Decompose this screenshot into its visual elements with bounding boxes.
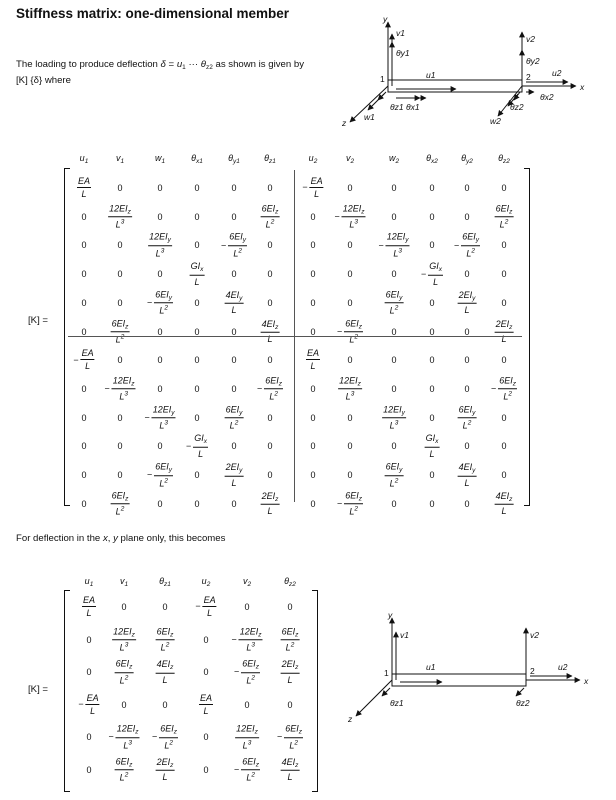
label-node2: 2 bbox=[526, 72, 531, 82]
label-w2: w2 bbox=[490, 116, 501, 126]
m12-cell-r10-c2: − $\frac{6EI_y}{L^2}$ bbox=[146, 461, 173, 488]
m6-cell-r3-c1: 0 bbox=[121, 699, 127, 710]
m12-cell-r8-c8: $\frac{12EI_y}{L^3}$ bbox=[383, 403, 405, 431]
m12-cell-r0-c11: 0 bbox=[501, 183, 507, 193]
m12-cell-r11-c0: 0 bbox=[81, 498, 87, 509]
m12-cell-r2-c8: − $\frac{12EI_y}{L^3}$ bbox=[378, 231, 409, 259]
m12-cell-r1-c5: $\frac{6EI_z}{L^2}$ bbox=[261, 202, 279, 230]
m12-cell-r6-c7: 0 bbox=[347, 355, 353, 366]
m12-cell-r10-c3: 0 bbox=[194, 470, 200, 480]
label-thz2: θz2 bbox=[510, 102, 524, 112]
m12-cell-r8-c9: 0 bbox=[429, 412, 435, 423]
m12-cell-r9-c7: 0 bbox=[347, 441, 353, 452]
m12-cell-r1-c7: − $\frac{12EI_z}{L^3}$ bbox=[334, 202, 365, 230]
m12-cell-r1-c6: 0 bbox=[310, 211, 316, 222]
m12-cell-r10-c10: $\frac{4EI_y}{L}$ bbox=[458, 461, 476, 488]
m12-cell-r7-c10: 0 bbox=[464, 383, 470, 394]
m12-cell-r6-c5: 0 bbox=[267, 355, 273, 366]
m12-cell-r11-c7: − $\frac{6EI_z}{L^2}$ bbox=[336, 489, 363, 517]
m12-cell-r0-c8: 0 bbox=[391, 183, 397, 193]
label-thz1: θz1 bbox=[390, 102, 404, 112]
label-v2: v2 bbox=[530, 630, 539, 640]
m12-cell-r7-c9: 0 bbox=[429, 383, 435, 394]
label-u2: u2 bbox=[558, 662, 568, 672]
m12-cell-r3-c4: 0 bbox=[231, 269, 237, 280]
m6-cell-r1-c0: 0 bbox=[86, 634, 92, 645]
m12-cell-r5-c11: $\frac{2EI_z}{L}$ bbox=[495, 318, 513, 344]
m12-cell-r9-c1: 0 bbox=[117, 441, 123, 452]
m12-cell-r11-c5: $\frac{2EI_z}{L}$ bbox=[261, 490, 279, 516]
intro-text: The loading to produce deflection $\delta = u_1$ ··· $\theta_{z2}$ as shown is given by [K] {δ} where bbox=[16, 59, 304, 86]
m6-cell-r1-c3: 0 bbox=[203, 634, 209, 645]
m6-cell-r4-c0: 0 bbox=[86, 732, 92, 742]
m12-cell-r1-c9: 0 bbox=[429, 211, 435, 222]
m12-cell-r9-c9: $\frac{GI_x}{L}$ bbox=[425, 433, 439, 459]
m6-cell-r3-c5: 0 bbox=[287, 699, 293, 710]
m6-cell-r4-c1: − $\frac{12EI_z}{L^3}$ bbox=[108, 723, 139, 750]
m12-cell-r6-c3: 0 bbox=[194, 355, 200, 366]
m12-cell-r4-c0: 0 bbox=[81, 297, 87, 308]
m12-cell-r6-c11: 0 bbox=[501, 355, 507, 366]
m12-cell-r4-c4: $\frac{4EI_y}{L}$ bbox=[225, 289, 243, 316]
m12-cell-r3-c0: 0 bbox=[81, 269, 87, 280]
m6-cell-r2-c4: − $\frac{6EI_z}{L^2}$ bbox=[233, 658, 260, 685]
m6-cell-r4-c3: 0 bbox=[203, 732, 209, 742]
m12-cell-r7-c2: 0 bbox=[157, 383, 163, 394]
m12-cell-r0-c1: 0 bbox=[117, 183, 123, 193]
m12-cell-r4-c11: 0 bbox=[501, 297, 507, 308]
m12-cell-r9-c11: 0 bbox=[501, 441, 507, 452]
m6-cell-r1-c4: − $\frac{12EI_z}{L^3}$ bbox=[231, 625, 262, 653]
m12-header-2: $w_1$ bbox=[154, 153, 166, 165]
m12-cell-r11-c3: 0 bbox=[194, 498, 200, 509]
m12-cell-r3-c3: $\frac{GI_x}{L}$ bbox=[190, 260, 204, 287]
m6-right-bracket bbox=[312, 590, 318, 792]
m12-cell-r4-c8: $\frac{6EI_y}{L^2}$ bbox=[385, 289, 403, 316]
m6-cell-r0-c2: 0 bbox=[162, 602, 168, 612]
page-title: Stiffness matrix: one-dimensional member bbox=[16, 6, 290, 21]
m6-cell-r4-c5: − $\frac{6EI_z}{L^2}$ bbox=[276, 723, 303, 750]
m12-cell-r6-c2: 0 bbox=[157, 355, 163, 366]
m6-cell-r0-c3: − $\frac{EA}{L}$ bbox=[195, 595, 216, 618]
m12-header-10: $\theta_{y2}$ bbox=[461, 153, 473, 165]
m12-cell-r0-c4: 0 bbox=[231, 183, 237, 193]
m12-cell-r5-c2: 0 bbox=[157, 326, 163, 337]
m12-cell-r11-c6: 0 bbox=[310, 498, 316, 509]
m12-cell-r3-c7: 0 bbox=[347, 269, 353, 280]
m12-cell-r8-c5: 0 bbox=[267, 412, 273, 423]
m12-cell-r0-c7: 0 bbox=[347, 183, 353, 193]
m12-cell-r4-c3: 0 bbox=[194, 297, 200, 308]
m6-cell-r2-c3: 0 bbox=[203, 667, 209, 677]
m12-cell-r9-c8: 0 bbox=[391, 441, 397, 452]
m6-cell-r0-c4: 0 bbox=[244, 602, 250, 612]
m6-cell-r0-c5: 0 bbox=[287, 602, 293, 612]
label-thy1: θy1 bbox=[396, 48, 410, 58]
m12-cell-r5-c4: 0 bbox=[231, 326, 237, 337]
m12-cell-r5-c10: 0 bbox=[464, 326, 470, 337]
m6-cell-r2-c2: $\frac{4EI_z}{L}$ bbox=[156, 658, 174, 685]
m12-cell-r4-c1: 0 bbox=[117, 297, 123, 308]
m12-cell-r2-c5: 0 bbox=[267, 240, 273, 251]
label-thx1: θx1 bbox=[406, 102, 420, 112]
m12-cell-r1-c2: 0 bbox=[157, 211, 163, 222]
m6-cell-r5-c4: − $\frac{6EI_z}{L^2}$ bbox=[233, 755, 260, 783]
m12-cell-r7-c7: $\frac{12EI_z}{L^3}$ bbox=[339, 375, 361, 402]
m6-cell-r2-c1: $\frac{6EI_z}{L^2}$ bbox=[115, 658, 133, 685]
m12-cell-r5-c5: $\frac{4EI_z}{L}$ bbox=[261, 318, 279, 344]
m12-cell-r8-c11: 0 bbox=[501, 412, 507, 423]
m12-cell-r2-c7: 0 bbox=[347, 240, 353, 251]
m12-cell-r8-c6: 0 bbox=[310, 412, 316, 423]
m12-cell-r5-c8: 0 bbox=[391, 326, 397, 337]
m12-header-3: $\theta_{x1}$ bbox=[191, 153, 203, 165]
m12-cell-r10-c5: 0 bbox=[267, 470, 273, 480]
m6-cell-r1-c1: $\frac{12EI_z}{L^3}$ bbox=[113, 625, 135, 653]
m6-cell-r2-c0: 0 bbox=[86, 667, 92, 677]
m12-cell-r6-c9: 0 bbox=[429, 355, 435, 366]
m12-cell-r5-c6: 0 bbox=[310, 326, 316, 337]
m12-cell-r11-c4: 0 bbox=[231, 498, 237, 509]
m12-cell-r11-c9: 0 bbox=[429, 498, 435, 509]
m12-cell-r3-c11: 0 bbox=[501, 269, 507, 280]
m12-cell-r11-c8: 0 bbox=[391, 498, 397, 509]
m6-cell-r3-c3: $\frac{EA}{L}$ bbox=[199, 692, 213, 716]
m12-cell-r7-c8: 0 bbox=[391, 383, 397, 394]
label-y: y bbox=[388, 610, 393, 620]
m12-cell-r6-c6: $\frac{EA}{L}$ bbox=[306, 348, 320, 372]
m12-cell-r2-c4: − $\frac{6EI_y}{L^2}$ bbox=[220, 231, 247, 259]
m6-cell-r5-c2: $\frac{2EI_z}{L}$ bbox=[156, 756, 174, 782]
m12-cell-r8-c0: 0 bbox=[81, 412, 87, 423]
label-thz1: θz1 bbox=[390, 698, 404, 708]
m12-cell-r6-c10: 0 bbox=[464, 355, 470, 366]
member-diagram-2d bbox=[340, 608, 590, 730]
label-x: x bbox=[580, 82, 585, 92]
m12-cell-r7-c6: 0 bbox=[310, 383, 316, 394]
m12-cell-r0-c10: 0 bbox=[464, 183, 470, 193]
label-node1: 1 bbox=[384, 668, 389, 678]
label-thz2: θz2 bbox=[516, 698, 530, 708]
m12-header-5: $\theta_{z1}$ bbox=[264, 153, 276, 165]
label-u2: u2 bbox=[552, 68, 562, 78]
m12-cell-r4-c5: 0 bbox=[267, 297, 273, 308]
m12-cell-r6-c8: 0 bbox=[391, 355, 397, 366]
label-node2: 2 bbox=[530, 666, 535, 676]
middle-text: For deflection in the x, y plane only, this becomes bbox=[16, 533, 226, 544]
m12-cell-r9-c5: 0 bbox=[267, 441, 273, 452]
m12-cell-r3-c10: 0 bbox=[464, 269, 470, 280]
m12-cell-r3-c6: 0 bbox=[310, 269, 316, 280]
m12-cell-r2-c3: 0 bbox=[194, 240, 200, 251]
m12-cell-r9-c3: − $\frac{GI_x}{L}$ bbox=[185, 433, 208, 459]
m12-cell-r5-c7: − $\frac{6EI_z}{L^2}$ bbox=[336, 317, 363, 345]
m12-cell-r6-c1: 0 bbox=[117, 355, 123, 366]
m6-header-4: $v_2$ bbox=[242, 576, 252, 588]
m12-cell-r1-c11: $\frac{6EI_z}{L^2}$ bbox=[495, 202, 513, 230]
m12-cell-r0-c9: 0 bbox=[429, 183, 435, 193]
m12-cell-r1-c8: 0 bbox=[391, 211, 397, 222]
m6-cell-r5-c5: $\frac{4EI_z}{L}$ bbox=[281, 756, 299, 782]
m12-cell-r10-c6: 0 bbox=[310, 470, 316, 480]
m12-cell-r1-c0: 0 bbox=[81, 211, 87, 222]
m12-header-7: $v_2$ bbox=[345, 153, 355, 165]
m12-header-4: $\theta_{y1}$ bbox=[228, 153, 240, 165]
m12-cell-r2-c6: 0 bbox=[310, 240, 316, 251]
m12-cell-r8-c2: − $\frac{12EI_y}{L^3}$ bbox=[144, 403, 175, 431]
m12-cell-r5-c0: 0 bbox=[81, 326, 87, 337]
m6-left-bracket bbox=[64, 590, 70, 792]
m12-cell-r7-c4: 0 bbox=[231, 383, 237, 394]
m12-cell-r4-c6: 0 bbox=[310, 297, 316, 308]
m12-cell-r9-c10: 0 bbox=[464, 441, 470, 452]
m6-cell-r5-c0: 0 bbox=[86, 764, 92, 775]
m12-cell-r11-c11: $\frac{4EI_z}{L}$ bbox=[495, 490, 513, 516]
m12-cell-r2-c0: 0 bbox=[81, 240, 87, 251]
label-v1: v1 bbox=[400, 630, 409, 640]
m6-cell-r1-c2: $\frac{6EI_z}{L^2}$ bbox=[156, 625, 174, 653]
m12-cell-r3-c5: 0 bbox=[267, 269, 273, 280]
m12-header-9: $\theta_{x2}$ bbox=[426, 153, 438, 165]
m12-cell-r9-c2: 0 bbox=[157, 441, 163, 452]
m12-cell-r9-c0: 0 bbox=[81, 441, 87, 452]
m12-cell-r7-c3: 0 bbox=[194, 383, 200, 394]
m12-cell-r7-c0: 0 bbox=[81, 383, 87, 394]
m6-header-5: $\theta_{z2}$ bbox=[284, 576, 296, 588]
m12-cell-r0-c6: − $\frac{EA}{L}$ bbox=[302, 176, 323, 199]
m12-header-6: $u_2$ bbox=[308, 153, 318, 165]
m12-cell-r8-c10: $\frac{6EI_y}{L^2}$ bbox=[458, 403, 476, 431]
m12-cell-r10-c1: 0 bbox=[117, 470, 123, 480]
m6-cell-r0-c0: $\frac{EA}{L}$ bbox=[82, 595, 96, 618]
m12-cell-r6-c4: 0 bbox=[231, 355, 237, 366]
m12-cell-r8-c3: 0 bbox=[194, 412, 200, 423]
m12-cell-r4-c10: $\frac{2EI_y}{L}$ bbox=[458, 289, 476, 316]
m12-cell-r2-c2: $\frac{12EI_y}{L^3}$ bbox=[149, 231, 171, 259]
m12-cell-r2-c11: 0 bbox=[501, 240, 507, 251]
m12-cell-r4-c2: − $\frac{6EI_y}{L^2}$ bbox=[146, 289, 173, 316]
m6-cell-r1-c5: $\frac{6EI_z}{L^2}$ bbox=[281, 625, 299, 653]
m6-header-0: $u_1$ bbox=[84, 576, 94, 588]
m6-cell-r3-c4: 0 bbox=[244, 699, 250, 710]
m12-cell-r8-c4: $\frac{6EI_y}{L^2}$ bbox=[225, 403, 243, 431]
m6-cell-r3-c0: − $\frac{EA}{L}$ bbox=[78, 692, 99, 716]
m12-cell-r10-c0: 0 bbox=[81, 470, 87, 480]
m6-cell-r0-c1: 0 bbox=[121, 602, 127, 612]
m6-header-1: $v_1$ bbox=[119, 576, 129, 588]
m12-cell-r7-c11: − $\frac{6EI_z}{L^2}$ bbox=[490, 375, 517, 402]
label-u1: u1 bbox=[426, 662, 436, 672]
matrix12-label: [K] = bbox=[28, 315, 48, 326]
m12-cell-r0-c0: $\frac{EA}{L}$ bbox=[77, 176, 91, 199]
m12-cell-r1-c10: 0 bbox=[464, 211, 470, 222]
m6-header-3: $u_2$ bbox=[201, 576, 211, 588]
label-z: z bbox=[348, 714, 353, 724]
m6-cell-r4-c4: $\frac{12EI_z}{L^3}$ bbox=[236, 723, 258, 750]
m12-cell-r10-c7: 0 bbox=[347, 470, 353, 480]
m12-cell-r2-c10: − $\frac{6EI_y}{L^2}$ bbox=[453, 231, 480, 259]
label-y: y bbox=[383, 14, 388, 24]
label-w1: w1 bbox=[364, 112, 375, 122]
m12-cell-r9-c6: 0 bbox=[310, 441, 316, 452]
label-v1: v1 bbox=[396, 28, 405, 38]
label-thx2: θx2 bbox=[540, 92, 554, 102]
m6-header-2: $\theta_{z1}$ bbox=[159, 576, 171, 588]
label-v2: v2 bbox=[526, 34, 535, 44]
m6-cell-r5-c1: $\frac{6EI_z}{L^2}$ bbox=[115, 755, 133, 783]
m12-cell-r3-c2: 0 bbox=[157, 269, 163, 280]
label-thy2: θy2 bbox=[526, 56, 540, 66]
m12-cell-r1-c3: 0 bbox=[194, 211, 200, 222]
m12-cell-r3-c8: 0 bbox=[391, 269, 397, 280]
m6-cell-r4-c2: − $\frac{6EI_z}{L^2}$ bbox=[151, 723, 178, 750]
m12-cell-r10-c4: $\frac{2EI_y}{L}$ bbox=[225, 461, 243, 488]
m12-cell-r3-c1: 0 bbox=[117, 269, 123, 280]
m12-cell-r2-c1: 0 bbox=[117, 240, 123, 251]
m6-cell-r3-c2: 0 bbox=[162, 699, 168, 710]
label-u1: u1 bbox=[426, 70, 436, 80]
m12-cell-r10-c9: 0 bbox=[429, 470, 435, 480]
m12-cell-r0-c5: 0 bbox=[267, 183, 273, 193]
m12-cell-r3-c9: − $\frac{GI_x}{L}$ bbox=[420, 260, 443, 287]
m12-cell-r4-c9: 0 bbox=[429, 297, 435, 308]
label-node1: 1 bbox=[380, 74, 385, 84]
m12-cell-r8-c1: 0 bbox=[117, 412, 123, 423]
matrix6-label: [K] = bbox=[28, 684, 48, 695]
m12-cell-r1-c4: 0 bbox=[231, 211, 237, 222]
m12-header-8: $w_2$ bbox=[388, 153, 400, 165]
m12-cell-r11-c1: $\frac{6EI_z}{L^2}$ bbox=[111, 489, 129, 517]
m12-cell-r10-c8: $\frac{6EI_y}{L^2}$ bbox=[385, 461, 403, 488]
m12-cell-r7-c5: − $\frac{6EI_z}{L^2}$ bbox=[256, 375, 283, 402]
m12-cell-r5-c1: $\frac{6EI_z}{L^2}$ bbox=[111, 317, 129, 345]
m12-cell-r7-c1: − $\frac{12EI_z}{L^3}$ bbox=[104, 375, 135, 402]
m12-cell-r1-c1: $\frac{12EI_z}{L^3}$ bbox=[109, 202, 131, 230]
m12-header-11: $\theta_{z2}$ bbox=[498, 153, 510, 165]
m6-cell-r2-c5: $\frac{2EI_z}{L}$ bbox=[281, 658, 299, 685]
m12-cell-r8-c7: 0 bbox=[347, 412, 353, 423]
m12-cell-r11-c10: 0 bbox=[464, 498, 470, 509]
m12-cell-r10-c11: 0 bbox=[501, 470, 507, 480]
m12-header-0: $u_1$ bbox=[79, 153, 89, 165]
m12-cell-r5-c3: 0 bbox=[194, 326, 200, 337]
m12-cell-r2-c9: 0 bbox=[429, 240, 435, 251]
label-z: z bbox=[342, 118, 347, 128]
m12-cell-r6-c0: − $\frac{EA}{L}$ bbox=[73, 348, 94, 372]
m12-cell-r5-c9: 0 bbox=[429, 326, 435, 337]
m12-header-1: $v_1$ bbox=[115, 153, 125, 165]
label-x: x bbox=[584, 676, 589, 686]
m12-cell-r0-c2: 0 bbox=[157, 183, 163, 193]
m12-cell-r4-c7: 0 bbox=[347, 297, 353, 308]
m12-cell-r9-c4: 0 bbox=[231, 441, 237, 452]
m6-cell-r5-c3: 0 bbox=[203, 764, 209, 775]
m12-cell-r0-c3: 0 bbox=[194, 183, 200, 193]
m12-cell-r11-c2: 0 bbox=[157, 498, 163, 509]
